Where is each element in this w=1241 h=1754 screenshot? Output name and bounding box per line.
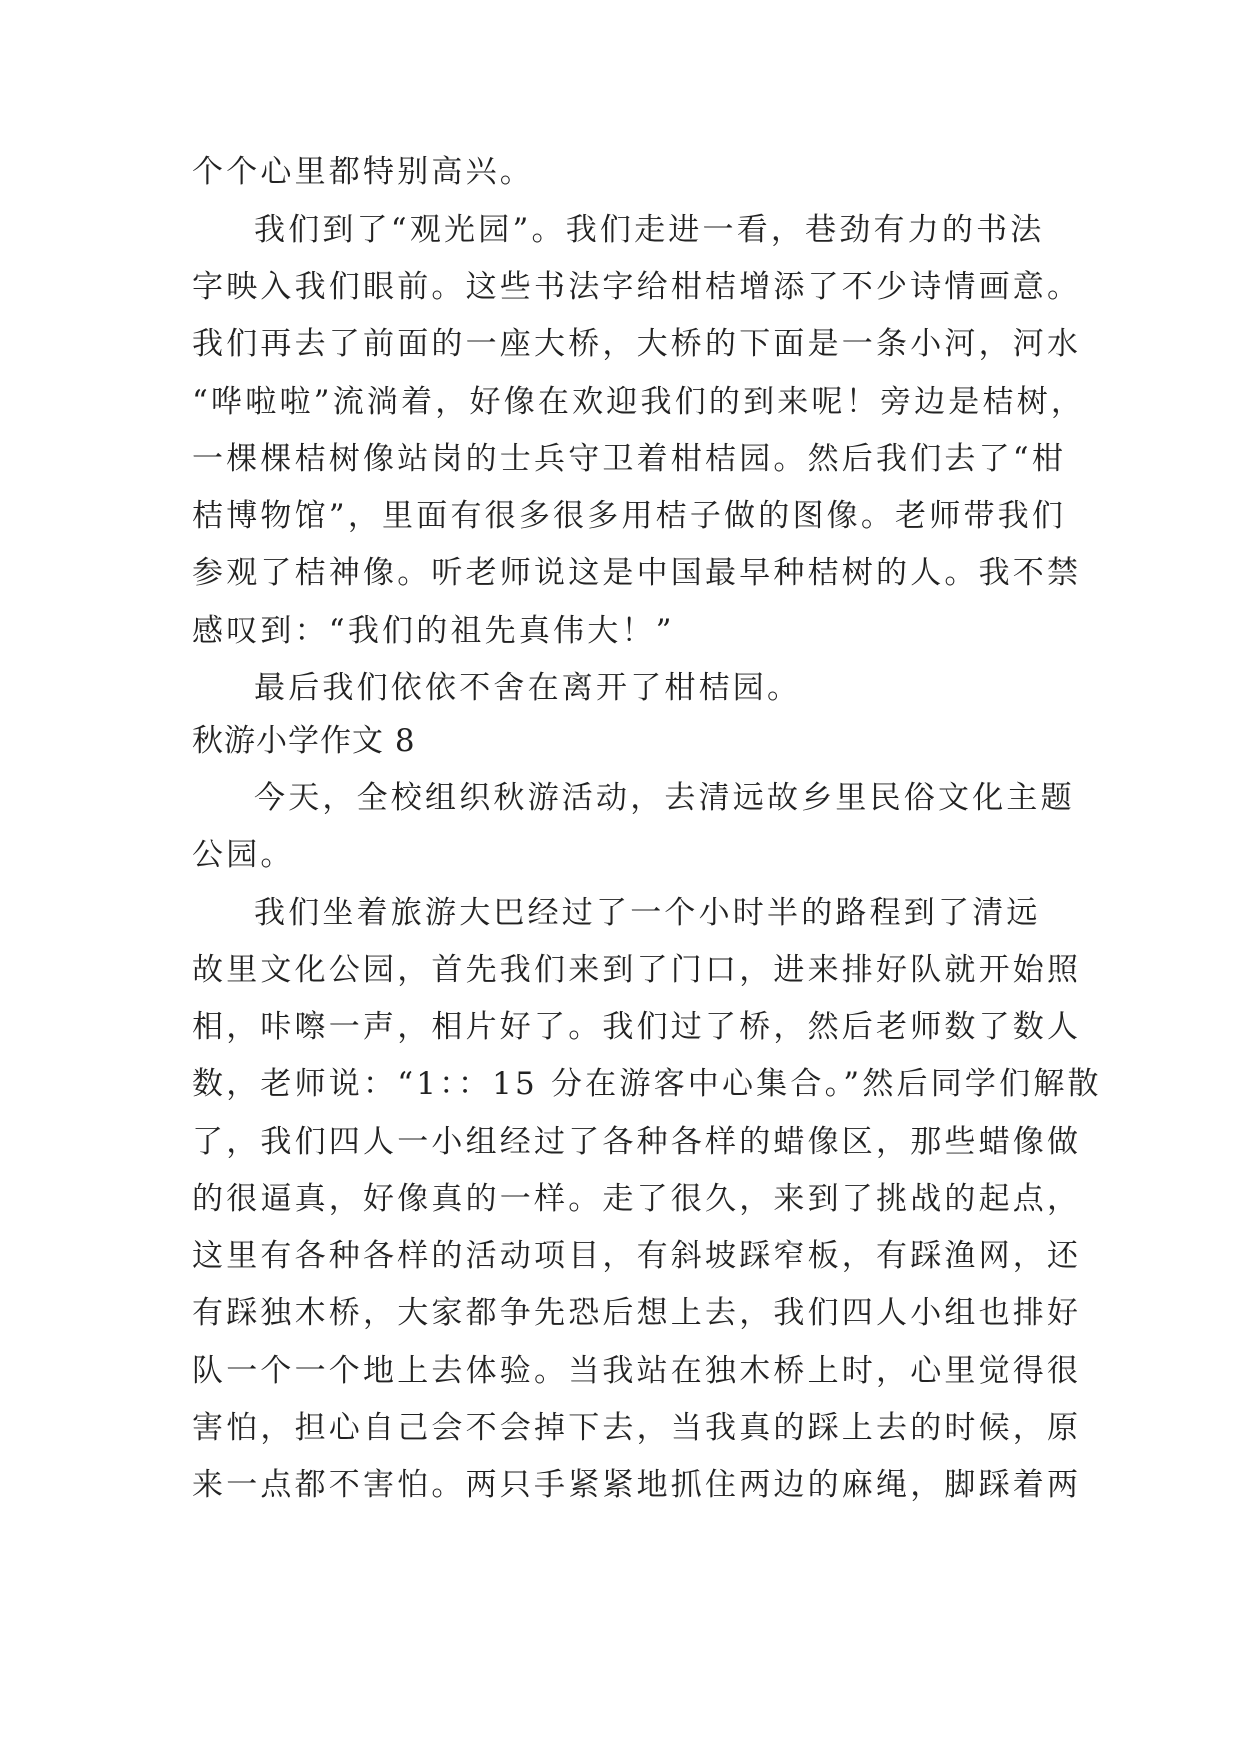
text-line: 害怕，担心自己会不会掉下去，当我真的踩上去的时候，原 xyxy=(192,1410,1082,1446)
section-heading: 秋游小学作文 8 xyxy=(192,723,416,759)
paragraph-first-line: 今天，全校组织秋游活动，去清远故乡里民俗文化主题 xyxy=(254,780,1075,816)
text-line: 感叹到：“我们的祖先真伟大！” xyxy=(192,613,675,649)
text-line: 桔博物馆”，里面有很多很多用桔子做的图像。老师带我们 xyxy=(192,498,1067,534)
text-line: 一棵棵桔树像站岗的士兵守卫着柑桔园。然后我们去了“柑 xyxy=(192,441,1067,477)
text-line: 故里文化公园，首先我们来到了门口，进来排好队就开始照 xyxy=(192,952,1082,988)
text-line: 相，咔嚓一声，相片好了。我们过了桥，然后老师数了数人 xyxy=(192,1009,1082,1045)
text-line: 有踩独木桥，大家都争先恐后想上去，我们四人小组也排好 xyxy=(192,1295,1082,1331)
text-line: 这里有各种各样的活动项目，有斜坡踩窄板，有踩渔网，还 xyxy=(192,1238,1082,1274)
text-line: 参观了桔神像。听老师说这是中国最早种桔树的人。我不禁 xyxy=(192,555,1082,591)
text-line: 数，老师说：“1：：15 分在游客中心集合。”然后同学们解散 xyxy=(192,1066,1102,1102)
text-line: 的很逼真，好像真的一样。走了很久，来到了挑战的起点， xyxy=(192,1181,1082,1217)
text-line: 来一点都不害怕。两只手紧紧地抓住两边的麻绳，脚踩着两 xyxy=(192,1467,1082,1503)
text-line: 公园。 xyxy=(192,837,295,873)
paragraph-first-line: 最后我们依依不舍在离开了柑桔园。 xyxy=(254,670,802,706)
paragraph-first-line: 我们到了“观光园”。我们走进一看，巷劲有力的书法 xyxy=(254,212,1045,248)
text-line: 了，我们四人一小组经过了各种各样的蜡像区，那些蜡像做 xyxy=(192,1124,1082,1160)
text-line: “哗啦啦”流淌着，好像在欢迎我们的到来呢！旁边是桔树， xyxy=(192,384,1086,420)
text-line: 队一个一个地上去体验。当我站在独木桥上时，心里觉得很 xyxy=(192,1353,1082,1389)
text-line: 字映入我们眼前。这些书法字给柑桔增添了不少诗情画意。 xyxy=(192,269,1082,305)
text-line: 个个心里都特别高兴。 xyxy=(192,154,534,190)
text-line: 我们再去了前面的一座大桥，大桥的下面是一条小河，河水 xyxy=(192,326,1082,362)
paragraph-first-line: 我们坐着旅游大巴经过了一个小时半的路程到了清远 xyxy=(254,895,1041,931)
